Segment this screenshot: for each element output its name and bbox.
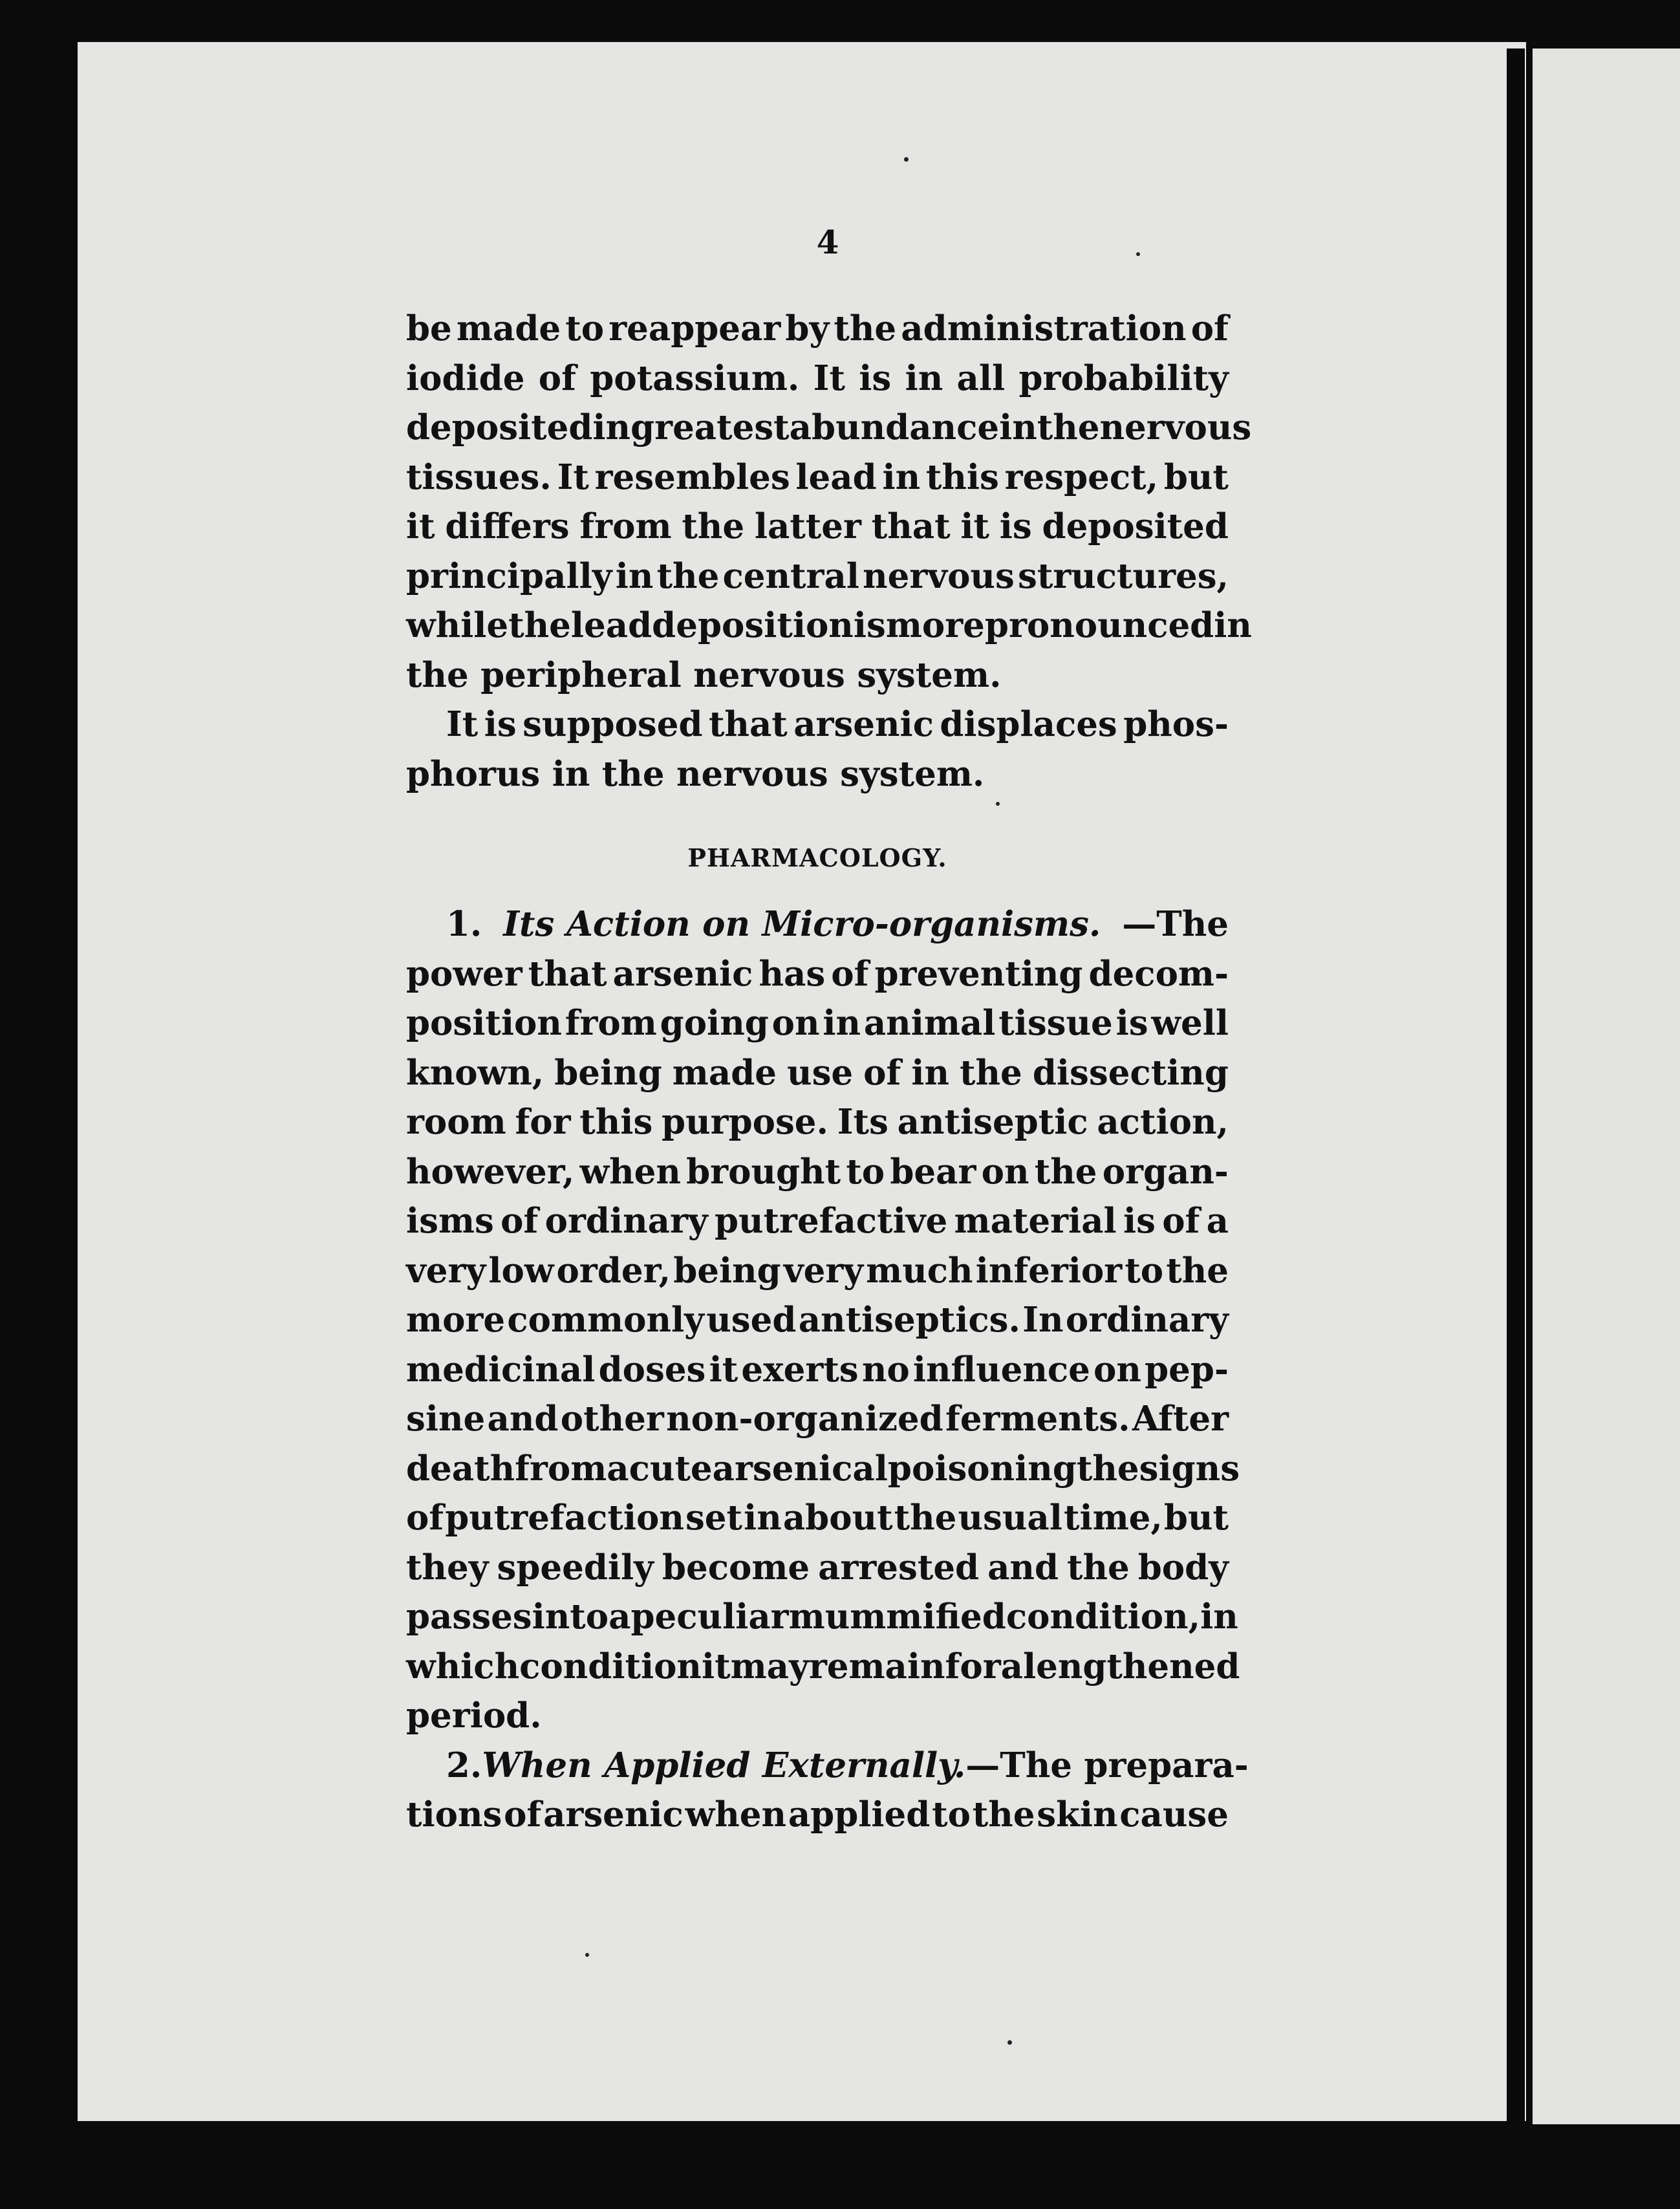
text-line: it differs from the latter that it is deposited	[406, 506, 1229, 546]
paragraph-1	[406, 304, 1252, 700]
adjacent-page-edge	[1533, 48, 1680, 2124]
section-1-title: Its Action on Micro-organisms.	[503, 904, 1101, 944]
text-line: tissues. It resembles lead in this respect, but	[406, 457, 1229, 497]
text-line: known, being made use of in the dissecting	[406, 1052, 1229, 1093]
text-line: period.	[406, 1696, 542, 1736]
text-line: phorus in the nervous system.	[406, 753, 985, 794]
text-line: isms of ordinary putrefactive material is of a	[406, 1201, 1229, 1241]
section-1-first-line	[406, 900, 1229, 949]
text-line: deposited in greatest abundance in the nervous	[406, 407, 1252, 447]
scan-speck	[1136, 252, 1140, 256]
text-line: they speedily become arrested and the body	[406, 1547, 1229, 1588]
text-line: death from acute arsenical poisoning the signs	[406, 1448, 1240, 1489]
text-line: tions of arsenic when applied to the skin cause	[406, 1794, 1229, 1835]
paragraph-2	[406, 700, 1229, 799]
section-1-lead: —The	[1122, 904, 1229, 944]
section-1-number: 1.	[446, 904, 482, 944]
text-line: It is supposed that arsenic displaces phos-	[446, 704, 1229, 744]
section-2-title: When Applied Externally.	[482, 1745, 966, 1785]
text-line: power that arsenic has of preventing decom-	[406, 953, 1229, 994]
page-number: 4	[816, 223, 839, 261]
text-line: however, when brought to bear on the organ-	[406, 1151, 1229, 1192]
text-line: room for this purpose. Its antiseptic action,	[406, 1102, 1229, 1142]
text-line: which condition it may remain for a lengthened	[406, 1646, 1240, 1686]
section-2-first-line	[406, 1741, 1249, 1791]
section-1	[406, 900, 1240, 1741]
text-line: very low order, being very much inferior to the	[406, 1250, 1229, 1291]
section-2-lead: —The prepara-	[965, 1745, 1249, 1785]
text-line: passes into a peculiar mummified condition, in	[406, 1597, 1238, 1637]
text-line: more commonly used antiseptics. In ordinary	[406, 1300, 1229, 1340]
text-line: medicinal doses it exerts no influence on pep-	[406, 1349, 1229, 1390]
scan-speck	[904, 157, 909, 162]
text-line: position from going on in animal tissue is well	[406, 1003, 1229, 1043]
section-heading: PHARMACOLOGY.	[687, 843, 947, 872]
page-divider	[1507, 48, 1525, 2124]
section-2-number: 2.	[446, 1745, 482, 1785]
body-text	[406, 304, 1252, 1840]
text-line: principally in the central nervous structures,	[406, 555, 1229, 596]
text-line: the peripheral nervous system.	[406, 654, 1002, 695]
section-2	[406, 1741, 1249, 1840]
text-line: iodide of potassium. It is in all probability	[406, 358, 1229, 398]
text-line: of putrefaction set in about the usual time, but	[406, 1498, 1229, 1538]
text-line: sine and other non-organized ferments. After	[406, 1399, 1229, 1439]
scan-speck	[1007, 2040, 1012, 2045]
text-line: be made to reappear by the administration of	[406, 308, 1229, 349]
text-line: while the lead deposition is more pronounced in	[406, 605, 1252, 645]
scan-speck	[585, 1953, 589, 1957]
